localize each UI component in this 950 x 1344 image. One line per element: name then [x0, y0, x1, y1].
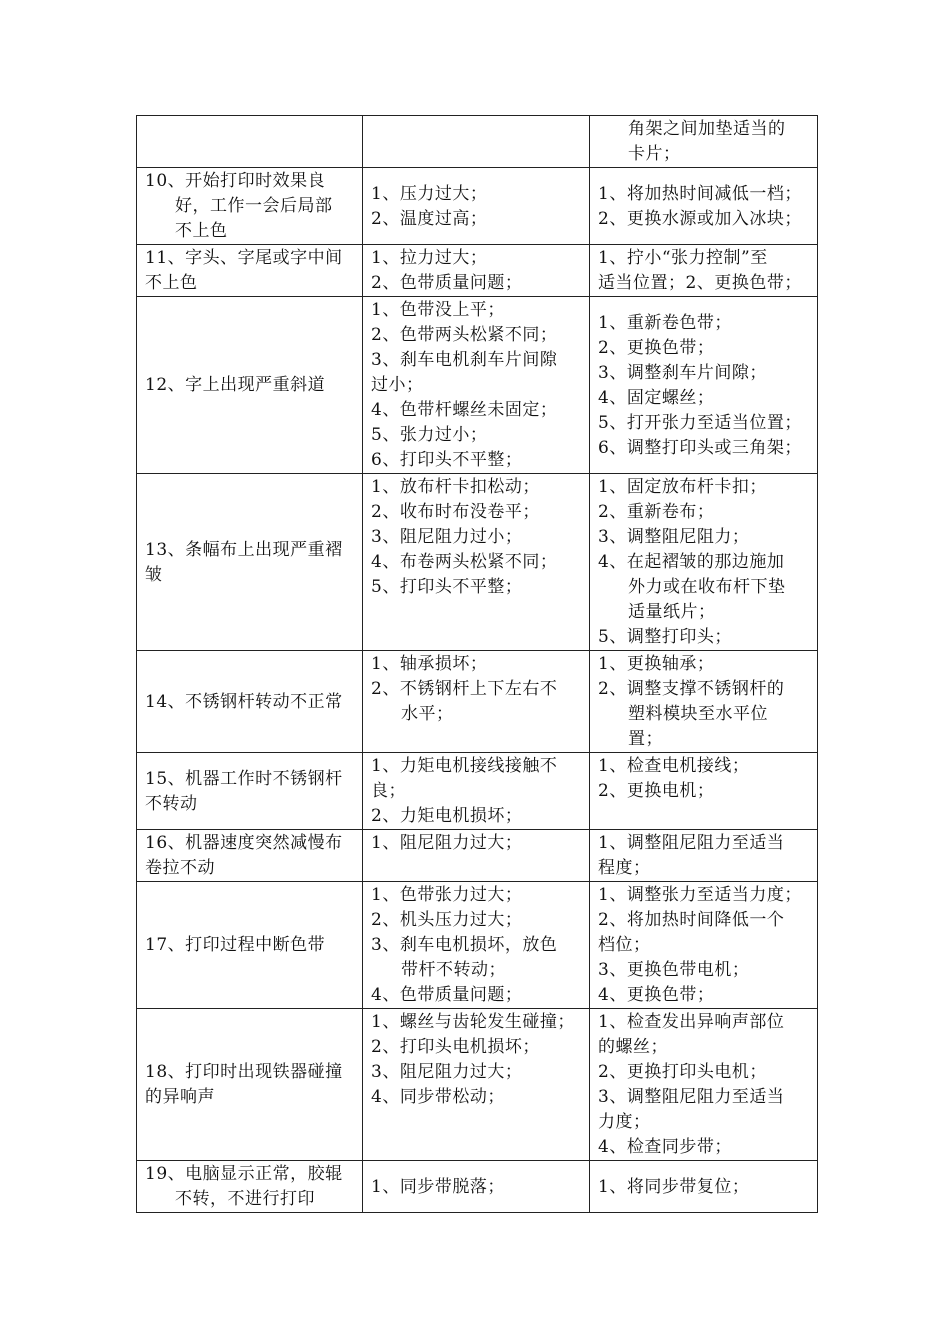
cell-line: 2、收布时布没卷平； [371, 502, 540, 522]
cell-line: 1、重新卷色带； [598, 312, 732, 333]
cell-line: 1、色带没上平； [371, 300, 505, 320]
cell-line: 1、检查发出异响声部位 [598, 1012, 785, 1032]
cell-line: 1、检查电机接线； [598, 756, 750, 776]
cell-line: 3、阻尼阻力过大； [371, 1062, 523, 1082]
solutions-cell [590, 882, 818, 1009]
cell-line: 1、阻尼阻力过大； [371, 833, 523, 853]
cell-line: 1、固定放布杆卡扣； [598, 477, 767, 497]
cell-line: 不上色 [175, 221, 228, 241]
causes-cell [363, 245, 590, 297]
cell-line: 5、打开张力至适当位置； [598, 412, 802, 433]
cell-line: 2、调整支撑不锈钢杆的 [598, 679, 785, 699]
cell-line: 5、张力过小； [371, 425, 488, 445]
cell-line: 塑料模块至水平位 [628, 704, 768, 724]
cell-line: 4、色带杆螺丝未固定； [371, 400, 558, 420]
cell-line [598, 804, 813, 829]
causes-cell [363, 474, 590, 651]
cell-line: 14、不锈钢杆转动不正常 [145, 691, 343, 712]
table-row [137, 116, 818, 168]
table-row [137, 830, 818, 882]
problem-cell [137, 830, 363, 882]
cell-line: 档位； [598, 935, 651, 955]
cell-line: 2、色带两头松紧不同； [371, 325, 558, 345]
cell-line: 2、更换色带； [598, 337, 715, 358]
cell-line: 15、机器工作时不锈钢杆 [145, 768, 343, 789]
cell-line: 1、压力过大； [371, 183, 488, 204]
causes-cell [363, 753, 590, 830]
cell-line: 的螺丝； [598, 1037, 668, 1057]
causes-cell [363, 882, 590, 1009]
cell-line: 适量纸片； [628, 602, 716, 622]
cell-line: 2、更换水源或加入冰块； [598, 208, 802, 229]
problem-cell [137, 168, 363, 245]
cell-line: 外力或在收布杆下垫 [628, 577, 786, 597]
solutions-cell [590, 168, 818, 245]
cell-line: 水平； [401, 704, 454, 724]
problem-cell [137, 1161, 363, 1213]
cell-line: 3、调整阻尼阻力； [598, 527, 750, 547]
cell-line: 3、调整阻尼阻力至适当 [598, 1087, 785, 1107]
cell-line: 1、更换轴承； [598, 654, 715, 674]
cell-line: 适当位置；2、更换色带； [598, 273, 802, 293]
cell-line: 置； [628, 729, 663, 749]
cell-line: 17、打印过程中断色带 [145, 935, 326, 955]
causes-cell [363, 1009, 590, 1161]
cell-line: 10、开始打印时效果良 [145, 171, 326, 191]
cell-line: 过小； [371, 375, 424, 395]
cell-line: 的异响声 [145, 1087, 215, 1107]
cell-line: 1、拉力过大； [371, 248, 488, 268]
cell-line: 1、放布杆卡扣松动； [371, 477, 540, 497]
solutions-cell [590, 474, 818, 651]
cell-line: 6、调整打印头或三角架； [598, 437, 802, 458]
problem-cell [137, 474, 363, 651]
cell-line: 2、不锈钢杆上下左右不 [371, 679, 558, 699]
cell-line: 2、打印头电机损坏； [371, 1037, 540, 1057]
table-row [137, 245, 818, 297]
cell-line: 18、打印时出现铁器碰撞 [145, 1062, 343, 1082]
cell-line: 4、检查同步带； [598, 1137, 732, 1157]
table-row [137, 168, 818, 245]
solutions-cell [590, 116, 818, 168]
cell-line: 1、调整阻尼阻力至适当 [598, 833, 785, 853]
problem-cell [137, 245, 363, 297]
solutions-cell [590, 753, 818, 830]
causes-cell [363, 651, 590, 753]
cell-line: 4、同步带松动； [371, 1087, 505, 1107]
causes-cell [363, 116, 590, 168]
fault-table [136, 115, 818, 1213]
cell-line: 2、更换打印头电机； [598, 1062, 767, 1082]
cell-line: 11、字头、字尾或字中间 [145, 248, 343, 268]
cell-line: 1、螺丝与齿轮发生碰撞； [371, 1012, 575, 1032]
table-row [137, 1009, 818, 1161]
causes-cell [363, 297, 590, 474]
cell-line: 4、在起褶皱的那边施加 [598, 552, 785, 572]
table-row [137, 1161, 818, 1213]
table-row [137, 651, 818, 753]
problem-cell [137, 753, 363, 830]
cell-line: 程度； [598, 858, 651, 878]
problem-cell [137, 1009, 363, 1161]
cell-line: 1、色带张力过大； [371, 885, 523, 905]
cell-line: 4、固定螺丝； [598, 387, 715, 408]
cell-line: 1、力矩电机接线接触不 [371, 756, 558, 776]
solutions-cell [590, 245, 818, 297]
cell-line: 2、温度过高； [371, 208, 488, 229]
cell-line: 好，工作一会后局部 [175, 196, 333, 216]
fault-table-body [137, 116, 818, 1213]
table-row [137, 753, 818, 830]
problem-cell [137, 116, 363, 168]
cell-line: 不转动 [145, 793, 198, 814]
cell-line: 1、同步带脱落； [371, 1176, 505, 1197]
cell-line: 力度； [598, 1112, 651, 1132]
cell-line: 1、将加热时间减低一档； [598, 183, 802, 204]
solutions-cell [590, 1161, 818, 1213]
solutions-cell [590, 1009, 818, 1161]
table-row [137, 882, 818, 1009]
cell-line: 4、色带质量问题； [371, 985, 523, 1005]
problem-cell [137, 297, 363, 474]
cell-line: 13、条幅布上出现严重褶 [145, 539, 343, 560]
cell-line: 3、阻尼阻力过小； [371, 527, 523, 547]
cell-line [371, 1135, 585, 1160]
cell-line: 5、打印头不平整； [371, 577, 523, 597]
cell-line: 2、更换电机； [598, 781, 715, 801]
cell-line: 良； [371, 781, 406, 801]
cell-line: 1、拧小“张力控制”至 [598, 248, 768, 268]
cell-line [371, 600, 585, 625]
problem-cell [137, 651, 363, 753]
table-row [137, 474, 818, 651]
causes-cell [363, 168, 590, 245]
cell-line: 3、刹车电机损坏，放色 [371, 935, 558, 955]
cell-line: 1、轴承损坏； [371, 654, 488, 674]
cell-line: 3、调整刹车片间隙； [598, 362, 767, 383]
cell-line: 3、更换色带电机； [598, 960, 750, 980]
causes-cell [363, 1161, 590, 1213]
causes-cell [363, 830, 590, 882]
cell-line: 不转，不进行打印 [175, 1189, 315, 1209]
cell-line: 皱 [145, 564, 163, 585]
cell-line: 不上色 [145, 273, 198, 293]
cell-line [371, 625, 585, 650]
solutions-cell [590, 830, 818, 882]
cell-line: 5、调整打印头； [598, 627, 732, 647]
solutions-cell [590, 297, 818, 474]
cell-line: 1、将同步带复位； [598, 1176, 750, 1197]
cell-line: 卷拉不动 [145, 858, 215, 878]
cell-line: 3、刹车电机刹车片间隙 [371, 350, 558, 370]
cell-line: 4、更换色带； [598, 985, 715, 1005]
cell-line: 2、将加热时间降低一个 [598, 910, 785, 930]
cell-line: 1、调整张力至适当力度； [598, 885, 802, 905]
table-row [137, 297, 818, 474]
cell-line [371, 1110, 585, 1135]
cell-line: 16、机器速度突然减慢布 [145, 833, 343, 853]
cell-line: 2、色带质量问题； [371, 273, 523, 293]
cell-line: 带杆不转动； [401, 960, 506, 980]
cell-line: 角架之间加垫适当的 [628, 119, 786, 139]
cell-line: 19、电脑显示正常，胶辊 [145, 1164, 343, 1184]
cell-line: 2、力矩电机损坏； [371, 806, 523, 826]
cell-line: 2、重新卷布； [598, 502, 715, 522]
cell-line [371, 856, 585, 881]
cell-line [371, 727, 585, 752]
problem-cell [137, 882, 363, 1009]
cell-line: 卡片； [628, 144, 681, 164]
solutions-cell [590, 651, 818, 753]
cell-line: 12、字上出现严重斜道 [145, 375, 326, 395]
cell-line: 6、打印头不平整； [371, 450, 523, 470]
cell-line: 4、布卷两头松紧不同； [371, 552, 558, 572]
cell-line: 2、机头压力过大； [371, 910, 523, 930]
